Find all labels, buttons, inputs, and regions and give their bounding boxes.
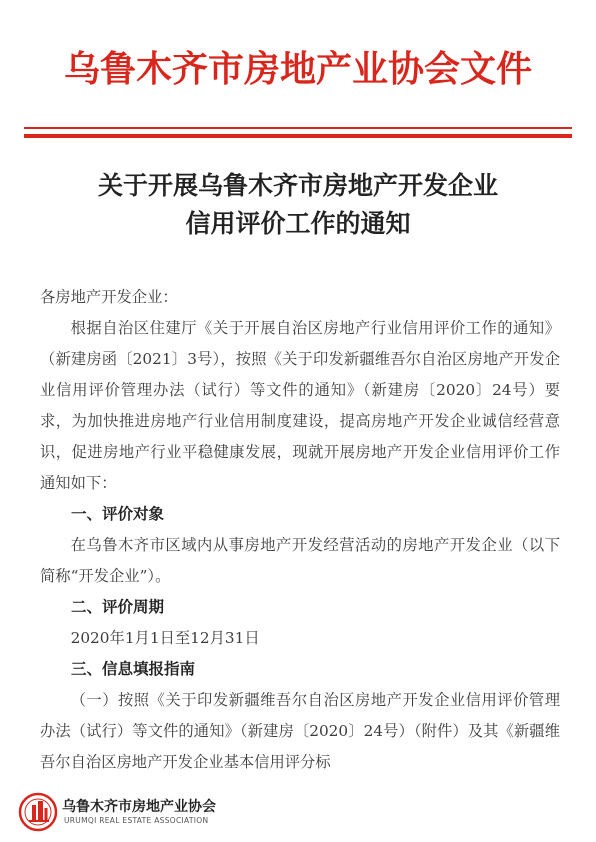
document-masthead: 乌鲁木齐市房地产业协会文件 <box>63 49 532 90</box>
section3-heading: 三、信息填报指南 <box>71 660 196 678</box>
footer-org-name: 乌鲁木齐市房地产业协会 <box>62 799 216 815</box>
masthead-rule-thin <box>24 127 572 129</box>
document-body <box>40 282 560 778</box>
document-title-line1: 关于开展乌鲁木齐市房地产开发企业 <box>97 171 498 200</box>
masthead-rule-thick <box>24 134 572 138</box>
document-title-line2: 信用评价工作的通知 <box>185 209 411 238</box>
section2-heading: 二、评价周期 <box>71 598 165 616</box>
salutation: 各房地产开发企业： <box>40 288 178 306</box>
association-logo-icon <box>18 792 58 832</box>
section2-text: 2020年1月1日至12月31日 <box>70 629 260 647</box>
footer-org-name-en: URUMQI REAL ESTATE ASSOCIATION <box>64 816 209 825</box>
footer-branding <box>18 790 278 834</box>
section3-text: （一）按照《关于印发新疆维吾尔自治区房地产开发企业信用评价管理办法（试行）等文件的通知》（新建房〔2020〕24号）（附件）及其《新疆维吾尔自治区房地产开发企业基本信用评分标 <box>40 691 560 771</box>
section1-text: 在乌鲁木齐市区域内从事房地产开发经营活动的房地产开发企业（以下简称“开发企业”）。 <box>40 536 560 585</box>
section1-heading: 一、评价对象 <box>71 505 165 523</box>
intro-paragraph: 根据自治区住建厅《关于开展自治区房地产行业信用评价工作的通知》（新建房函〔2021〕3号），按照《关于印发新疆维吾尔自治区房地产开发企业信用评价管理办法（试行）等文件的通知》（新建房〔2020〕24号）要求，为加快推进房地产行业信用制度建设，提高房地产开发企业诚信经营意识，促进房地产行业平稳健康发展，现就开展房地产开发企业信用评价工作通知如下： <box>40 319 560 492</box>
